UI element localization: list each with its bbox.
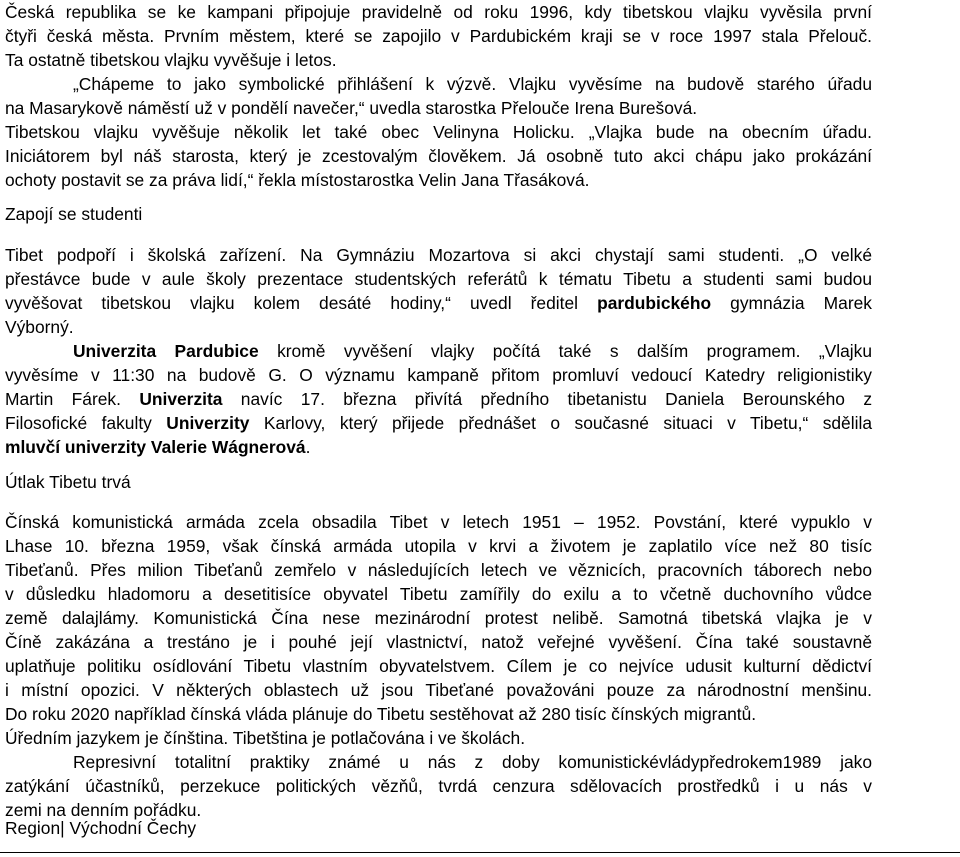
text-line: Lhase 10. března 1959, však čínská armáda utopila v krvi a životem je zaplatilo více než 80 tisíc <box>5 536 872 556</box>
text-span: Karlovy, který přijede přednášet o současné situaci v Tibetu,“ sdělila <box>249 413 872 433</box>
section-heading: Útlak Tibetu trvá <box>5 472 131 492</box>
text-line: zatýkání účastníků, perzekuce politických vězňů, tvrdá cenzura sdělovacích prostředků i u nás v <box>5 776 872 796</box>
text-line: země dalajlámy. Komunistická Čína nese mezinárodní protest nelibě. Samotná tibetská vlajka je v <box>5 608 872 628</box>
text-line: v důsledku hladomoru a desetitisíce obyvatel Tibetu zamířily do exilu a to včetně duchovního vůdce <box>5 584 872 604</box>
text-line <box>5 387 872 411</box>
text-line: „Chápeme to jako symbolické přihlášení k výzvě. Vlajku vyvěsíme na budově starého úřadu <box>73 74 872 94</box>
text-span: gymnázia Marek <box>711 293 872 313</box>
bold-text: Univerzita <box>139 389 223 409</box>
text-span: Martin Fárek. <box>5 389 140 409</box>
bold-text: mluvčí univerzity Valerie Wágnerová <box>5 437 306 457</box>
text-line: čtyři česká města. Prvním městem, které se zapojilo v Pardubickém kraji se v roce 1997 stala Přelouč. <box>5 26 872 46</box>
text-line: přestávce bude v aule školy prezentace studentských referátů k tématu Tibetu a studenti sami budou <box>5 269 872 289</box>
text-line: Do roku 2020 například čínská vláda plánuje do Tibetu sestěhovat až 280 tisíc čínských migrantů. <box>5 704 757 724</box>
text-span: vyvěšovat tibetskou vlajku kolem desáté hodiny,“ uvedl ředitel <box>5 293 598 313</box>
bold-text: pardubického <box>597 293 712 313</box>
text-span: Filosofické fakulty <box>5 413 167 433</box>
text-line: Výborný. <box>5 317 74 337</box>
text-line: Tibeťanů. Přes milion Tibeťanů zemřelo v následujících letech ve věznicích, pracovních táborech nebo <box>5 560 872 580</box>
text-line <box>5 411 872 435</box>
text-line: Tibet podpoří i školská zařízení. Na Gymnáziu Mozartova si akci chystají sami studenti. „O velké <box>5 245 872 265</box>
bold-text: Univerzita Pardubice <box>73 341 259 361</box>
text-line <box>73 339 872 363</box>
bottom-divider <box>0 852 960 853</box>
text-line: Ta ostatně tibetskou vlajku vyvěšuje i letos. <box>5 50 337 70</box>
text-line: Tibetskou vlajku vyvěšuje několik let také obec Velinyna Holicku. „Vlajka bude na obecním úřadu. <box>5 122 872 142</box>
text-span: kromě vyvěšení vlajky počítá také s dalším programem. „Vlajku <box>258 341 873 361</box>
text-line: Represivní totalitní praktiky známé u nás z doby komunistickévládypředrokem1989 jako <box>73 752 872 772</box>
bold-text: Univerzity <box>166 413 250 433</box>
text-line: Čínská komunistická armáda zcela obsadila Tibet v letech 1951 – 1952. Povstání, které vypuklo v <box>5 512 872 532</box>
text-line: vyvěsíme v 11:30 na budově G. O významu kampaně přitom promluví vedoucí Katedry religionistiky <box>5 365 872 385</box>
text-line: Iniciátorem byl náš starosta, který je zcestovalým člověkem. Já osobně tuto akci chápu jako prokázání <box>5 146 872 166</box>
region-footer: Region| Východní Čechy <box>5 818 197 838</box>
text-line <box>5 291 872 315</box>
section-heading: Zapojí se studenti <box>5 204 143 224</box>
text-span: navíc 17. března přivítá předního tibetanistu Daniela Berounského z <box>222 389 873 409</box>
text-line: Česká republika se ke kampani připojuje pravidelně od roku 1996, kdy tibetskou vlajku vyvěsila první <box>5 2 872 22</box>
text-span: . <box>305 437 311 457</box>
text-line: ochoty postavit se za práva lidí,“ řekla místostarostka Velin Jana Třasáková. <box>5 170 590 190</box>
text-line: uplatňuje politiku osídlování Tibetu vlastním obyvatelstvem. Cílem je co nejvíce udusit kulturní dědictví <box>5 656 872 676</box>
text-line: Číně zakázána a trestáno je i pouhé její vlastnictví, natož veřejné vyvěšení. Čína také soustavně <box>5 632 872 652</box>
text-line: na Masarykově náměstí už v pondělí navečer,“ uvedla starostka Přelouče Irena Burešová. <box>5 98 698 118</box>
text-line: Úředním jazykem je čínština. Tibetština je potlačována i ve školách. <box>5 728 526 748</box>
text-line: i místní opozici. V některých oblastech už jsou Tibeťané považováni pouze za národnostní menšinu. <box>5 680 872 700</box>
text-line: zemi na denním pořádku. <box>5 800 202 820</box>
text-line <box>5 435 310 459</box>
